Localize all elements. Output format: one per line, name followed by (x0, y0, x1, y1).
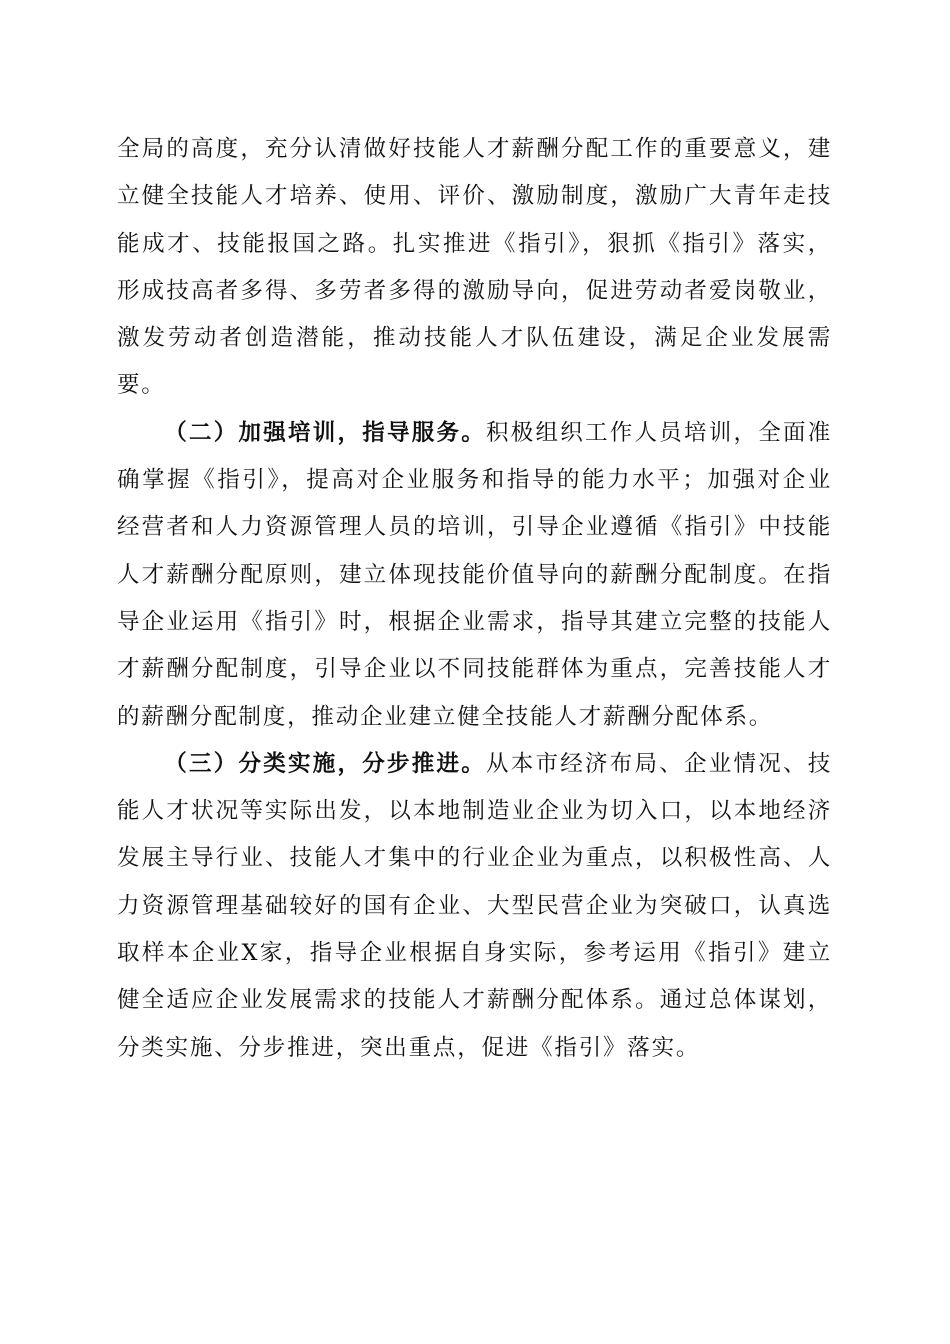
paragraph-implementation (117, 741, 832, 1072)
paragraph-text: 积极组织工作人员培训，全面准确掌握《指引》，提高对企业服务和指导的能力水平；加强对企业经营者和人力资源管理人员的培训，引导企业遵循《指引》中技能人才薪酬分配原则，建立体现技能价值导向的薪酬分配制度。在指导企业运用《指引》时，根据企业需求，指导其建立完整的技能人才薪酬分配制度，引导企业以不同技能群体为重点，完善技能人才的薪酬分配制度，推动企业建立健全技能人才薪酬分配体系。 (117, 419, 833, 730)
paragraph-text: 全局的高度，充分认清做好技能人才薪酬分配工作的重要意义，建立健全技能人才培养、使用、评价、激励制度，激励广大青年走技能成才、技能报国之路。扎实推进《指引》，狠抓《指引》落实，形成技高者多得、多劳者多得的激励导向，促进劳动者爱岗敬业，激发劳动者创造潜能，推动技能人才队伍建设，满足企业发展需要。 (117, 136, 832, 399)
section-heading-implementation: （三）分类实施，分步推进。 (164, 750, 486, 777)
paragraph-text: 从本市经济布局、企业情况、技能人才状况等实际出发，以本地制造业企业为切入口，以本地经济发展主导行业、技能人才集中的行业企业为重点，以积极性高、人力资源管理基础较好的国有企业、大型民营企业为突破口，认真选取样本企业X家，指导企业根据自身实际，参考运用《指引》建立健全适应企业发展需求的技能人才薪酬分配体系。通过总体谋划，分类实施、分步推进，突出重点，促进《指引》落实。 (117, 750, 833, 1061)
paragraph-training (117, 410, 832, 741)
section-heading-training: （二）加强培训，指导服务。 (164, 419, 486, 446)
paragraph-continuation (117, 126, 832, 410)
document-body (117, 126, 832, 1072)
